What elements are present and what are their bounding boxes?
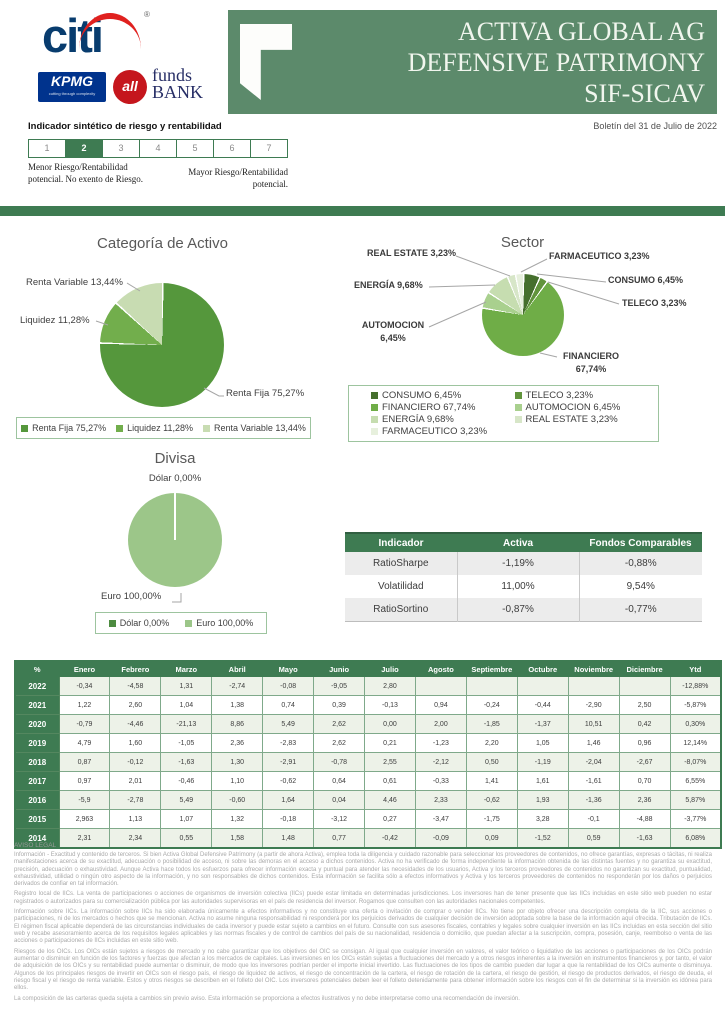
value-cell: 5,49 xyxy=(263,715,314,734)
value-cell: 2,34 xyxy=(110,829,161,849)
legend-swatch-icon xyxy=(185,620,192,627)
monthly-header-cell: Junio xyxy=(314,661,365,677)
legal-paragraph: Información - Exactitud y contenido de terceros. Si bien Activa Global Defensive Patrimony (a partir de ahora Activa), emplea toda la diligencia y cuidado razonable para seleccionar los proveedores de contenidos, no ofrece garantías, expresas o tácitas, ni realiza manifestaciones acerca de su exactitud, adecuación o posibilidad de acceso, ni sobre las demoras en el acceso a dichos contenidos. Activa no ha verificado de forma independiente la información obtenida de las distintas fuentes y no garantiza su exactitud, precisión, adecuación o exhaustividad. Aunque Activa hace todos los esfuerzos para ofrecer información exacta y puntual para atender las necesidades de los usuarios, Activa y los terceros proveedores de contenidos no garantizan su exactitud, puntualidad, exhaustividad, utilidad o ningún otro aspecto de la información, y no son responsables de dichos contenidos. Esta información se facilita sólo a efectos informativos y Activa y los terceros proveedores de contenidos no responderán por los daños o perjuicios derivados de confiar en tal información. xyxy=(14,851,712,888)
legend-item xyxy=(371,402,515,413)
indicator-cell: -0,88% xyxy=(579,552,702,575)
value-cell: 0,04 xyxy=(314,791,365,810)
monthly-header-cell: Febrero xyxy=(110,661,161,677)
risk-caption-lower: Menor Riesgo/Rentabilidad potencial. No exento de Riesgo. xyxy=(28,162,143,184)
legal-paragraph: Información sobre IICs. La información sobre IICs ha sido elaborada únicamente a efectos informativos y no constituye una oferta o invitación de comprar o vender IICs. No tiene por objeto ofrecer una descripción completa de la IIC, sus acciones o participaciones, ni de los mercados o hechos que se mencionan. Activa no asume ninguna responsabilidad ni responderá por los perjuicios derivados de cualquier decisión de inversión adoptada sobre la base de la información aquí ofrecida. Tributación de IICs. El régimen fiscal aplicable dependerá de las circunstancias individuales de cada inversor y puede estar sujeto a cambios en el futuro. Consulte con sus asesores fiscales, contables y legales sobre cualquier inversión en las IICs incluidas en esta sección del sitio web y recabe asesoramiento acerca de los requisitos legales aplicables y las normas fiscales y de control de cambios del país de su nacionalidad, residencia o domicilio, que puedan afectar a la suscripción, compra, posesión, canje, reembolso o venta de las acciones o participaciones de IICs incluidas en este sitio web. xyxy=(14,909,712,945)
value-cell: 1,05 xyxy=(517,734,568,753)
year-cell: 2014 xyxy=(15,829,59,849)
value-cell: -9,05 xyxy=(314,677,365,696)
value-cell: -1,05 xyxy=(161,734,212,753)
value-cell: -0,1 xyxy=(568,810,619,829)
legend-label: Dólar 0,00% xyxy=(119,618,170,628)
value-cell: -5,87% xyxy=(670,696,721,715)
value-cell: -3,12 xyxy=(314,810,365,829)
value-cell: -8,07% xyxy=(670,753,721,772)
legal-paragraphs xyxy=(14,852,712,1003)
table-row xyxy=(15,696,721,715)
value-cell: -0,46 xyxy=(161,772,212,791)
indicator-row xyxy=(345,552,702,575)
value-cell: -1,75 xyxy=(466,810,517,829)
monthly-header-cell: Noviembre xyxy=(568,661,619,677)
value-cell: -0,33 xyxy=(415,772,466,791)
value-cell: -1,52 xyxy=(517,829,568,849)
value-cell: -2,12 xyxy=(415,753,466,772)
value-cell: 2,36 xyxy=(212,734,263,753)
legend-swatch-icon xyxy=(515,392,522,399)
value-cell: 0,64 xyxy=(314,772,365,791)
value-cell: 2,01 xyxy=(110,772,161,791)
indicator-cell: RatioSharpe xyxy=(372,558,429,569)
value-cell: -1,37 xyxy=(517,715,568,734)
legend-swatch-icon xyxy=(109,620,116,627)
label-financiero-name: FINANCIERO xyxy=(563,351,619,361)
value-cell: -0,24 xyxy=(466,696,517,715)
value-cell: 2,50 xyxy=(619,696,670,715)
value-cell: -5,9 xyxy=(59,791,110,810)
value-cell: 2,62 xyxy=(314,715,365,734)
legal-paragraph: Registro local de IICs. La venta de participaciones o acciones de organismos de inversión colectiva (IICs) puede estar limitada en determinadas jurisdicciones. Los inversores han de tener presente que las IICs incluidas en este sitio web pueden no estar registrados o autorizados para su comercialización pública por las autoridades supervisoras en el país de residencia del inversor. Rogamos que consulten con las autoridades nacionales competentes. xyxy=(14,891,712,905)
monthly-returns-table xyxy=(14,660,722,849)
legal-disclaimer xyxy=(14,842,712,1006)
value-cell: 0,96 xyxy=(619,734,670,753)
value-cell: -2,04 xyxy=(568,753,619,772)
legend-item xyxy=(515,402,659,413)
value-cell: 2,00 xyxy=(415,715,466,734)
value-cell: 2,36 xyxy=(619,791,670,810)
asset-category-legend xyxy=(16,417,311,439)
value-cell: 0,59 xyxy=(568,829,619,849)
value-cell: -3,77% xyxy=(670,810,721,829)
risk-level-2: 2 xyxy=(66,139,103,158)
value-cell: 0,21 xyxy=(365,734,416,753)
value-cell: -2,67 xyxy=(619,753,670,772)
risk-caption-higher: Mayor Riesgo/Rentabilidad potencial. xyxy=(188,167,288,189)
fund-title xyxy=(408,16,705,109)
legend-item xyxy=(515,390,659,401)
legend-label: Renta Variable 13,44% xyxy=(214,423,306,433)
value-cell: 6,55% xyxy=(670,772,721,791)
label-energia: ENERGÍA 9,68% xyxy=(354,280,423,290)
green-divider-bar xyxy=(0,206,725,216)
currency-chart-title: Divisa xyxy=(154,450,196,467)
table-row xyxy=(15,734,721,753)
value-cell: -2,78 xyxy=(110,791,161,810)
year-cell: 2015 xyxy=(15,810,59,829)
indicators-header-indicador: Indicador xyxy=(345,533,457,552)
value-cell: 1,93 xyxy=(517,791,568,810)
value-cell: -0,62 xyxy=(466,791,517,810)
value-cell: -1,85 xyxy=(466,715,517,734)
value-cell: 12,14% xyxy=(670,734,721,753)
label-dolar: Dólar 0,00% xyxy=(148,473,202,484)
value-cell: -1,63 xyxy=(619,829,670,849)
value-cell: 2,33 xyxy=(415,791,466,810)
year-cell: 2022 xyxy=(15,677,59,696)
value-cell: 2,20 xyxy=(466,734,517,753)
monthly-header-cell: Marzo xyxy=(161,661,212,677)
legend-swatch-icon xyxy=(116,425,123,432)
bulletin-date: Boletín del 31 de Julio de 2022 xyxy=(593,121,717,131)
citi-registered-mark: ® xyxy=(144,10,150,19)
legend-item xyxy=(116,423,193,433)
label-real-estate: REAL ESTATE 3,23% xyxy=(366,248,456,258)
value-cell: -4,88 xyxy=(619,810,670,829)
indicator-cell: 9,54% xyxy=(579,575,702,598)
legend-swatch-icon xyxy=(371,392,378,399)
value-cell: -4,46 xyxy=(110,715,161,734)
indicators-header-activa: Activa xyxy=(457,533,579,552)
legal-paragraph: La composición de las carteras queda sujeta a cambios sin previo aviso. Esta información se proporciona a efectos ilustrativos y no debe interpretarse como una recomendación de inversión. xyxy=(14,995,520,1002)
monthly-header-cell: Abril xyxy=(212,661,263,677)
indicators-header-comparables: Fondos Comparables xyxy=(579,533,702,552)
value-cell: 1,32 xyxy=(212,810,263,829)
value-cell: 6,08% xyxy=(670,829,721,849)
value-cell: 2,963 xyxy=(59,810,110,829)
legend-label: Euro 100,00% xyxy=(196,618,254,628)
label-automocion-name: AUTOMOCION xyxy=(361,320,425,330)
sector-chart-title: Sector xyxy=(500,234,545,251)
monthly-header-cell: % xyxy=(15,661,59,677)
label-euro: Euro 100,00% xyxy=(101,591,162,602)
label-automocion-value: 6,45% xyxy=(380,333,406,343)
value-cell: -0,60 xyxy=(212,791,263,810)
label-consumo: CONSUMO 6,45% xyxy=(608,275,684,285)
label-liquidez: Liquidez 11,28% xyxy=(20,315,90,326)
value-cell xyxy=(568,677,619,696)
monthly-table-body xyxy=(15,677,721,849)
value-cell: -1,19 xyxy=(517,753,568,772)
value-cell xyxy=(466,677,517,696)
value-cell: 0,61 xyxy=(365,772,416,791)
value-cell: 0,74 xyxy=(263,696,314,715)
indicator-cell: -0,77% xyxy=(579,598,702,622)
label-farmaceutico: FARMACEUTICO 3,23% xyxy=(549,251,650,261)
value-cell: 10,51 xyxy=(568,715,619,734)
table-row xyxy=(15,715,721,734)
risk-level-4: 4 xyxy=(140,139,177,158)
risk-scale xyxy=(28,139,288,158)
legend-label: FARMACEUTICO 3,23% xyxy=(382,426,488,437)
value-cell xyxy=(619,677,670,696)
label-financiero-value: 67,74% xyxy=(575,364,607,374)
value-cell: 0,09 xyxy=(466,829,517,849)
legend-item xyxy=(21,423,106,433)
risk-level-3: 3 xyxy=(103,139,140,158)
monthly-header-cell: Agosto xyxy=(415,661,466,677)
asset-category-pie-chart xyxy=(100,283,224,407)
value-cell: -2,74 xyxy=(212,677,263,696)
value-cell: -2,90 xyxy=(568,696,619,715)
year-cell: 2020 xyxy=(15,715,59,734)
indicators-header-row xyxy=(345,533,702,552)
value-cell: 1,61 xyxy=(517,772,568,791)
label-automocion xyxy=(352,319,434,345)
value-cell: 1,38 xyxy=(212,696,263,715)
value-cell: 0,97 xyxy=(59,772,110,791)
legend-swatch-icon xyxy=(21,425,28,432)
value-cell: -0,42 xyxy=(365,829,416,849)
value-cell: 2,55 xyxy=(365,753,416,772)
legend-label: CONSUMO 6,45% xyxy=(382,390,462,401)
legal-paragraph: Riesgos de los OICs. Los OICs están sujetos a riesgos de mercado y no cabe garantizar que los objetivos del OIC se consigan. Al igual que cualquier inversión en valores, el valor teórico o liquidativo de las acciones o participaciones de los OICs podrán aumentar o disminuir en función de los factores y fuerzas que afectan a los mercados de capitales. Las inversiones en los OICs están sujetas a fluctuaciones del mercado y a otros riesgos inherentes a la inversión en instrumentos financieros y, por tanto, el valor de adquisición de los OICs y su rentabilidad puede aumentar o disminuir, de modo que los inversores podrían perder el importe inicial invertido. Las fluctuaciones de los tipos de cambio pueden dar lugar a que la rentabilidad de los OICs aumente o disminuya. Algunos de los principales riesgos de invertir en OICs son el riesgo país, el riesgo de liquidez de activos, el riesgo de concentración de la cartera, el riesgo de rotación de la cartera, el riesgo de gestión, el riesgo de productos derivados, el riesgo de deuda, el riesgo fiscal y el riesgo de renta variable. Estos y otros riesgos se describen en el folleto del OIC. Los inversores potenciales deben leer el folleto detenidamente para obtener información sobre los riesgos con el fin de determinar si la inversión es idónea para ellos. xyxy=(14,948,712,992)
table-row xyxy=(15,772,721,791)
label-teleco: TELECO 3,23% xyxy=(622,298,687,308)
value-cell: 1,30 xyxy=(212,753,263,772)
legend-label: FINANCIERO 67,74% xyxy=(382,402,476,413)
year-cell: 2017 xyxy=(15,772,59,791)
value-cell: 1,04 xyxy=(161,696,212,715)
table-row xyxy=(15,677,721,696)
table-row xyxy=(15,810,721,829)
value-cell: -2,91 xyxy=(263,753,314,772)
legend-swatch-icon xyxy=(371,428,378,435)
fund-title-line-3: SIF-SICAV xyxy=(584,79,705,108)
legend-swatch-icon xyxy=(203,425,210,432)
label-renta-variable: Renta Variable 13,44% xyxy=(26,277,123,288)
fund-title-line-2: DEFENSIVE PATRIMONY xyxy=(407,48,705,77)
value-cell: -21,13 xyxy=(161,715,212,734)
legend-item xyxy=(203,423,306,433)
risk-level-6: 6 xyxy=(214,139,251,158)
currency-legend xyxy=(95,612,267,634)
value-cell: -0,78 xyxy=(314,753,365,772)
fund-title-line-1: ACTIVA GLOBAL AG xyxy=(457,17,705,46)
value-cell: 1,58 xyxy=(212,829,263,849)
legend-label: ENERGÍA 9,68% xyxy=(382,414,454,425)
value-cell: 2,31 xyxy=(59,829,110,849)
indicator-cell: Volatilidad xyxy=(377,581,424,592)
value-cell: -0,09 xyxy=(415,829,466,849)
legend-item xyxy=(371,390,515,401)
value-cell: 0,39 xyxy=(314,696,365,715)
value-cell: 0,42 xyxy=(619,715,670,734)
value-cell: 1,10 xyxy=(212,772,263,791)
monthly-table-header-row xyxy=(15,661,721,677)
indicator-cell: RatioSortino xyxy=(373,604,429,615)
legend-label: AUTOMOCION 6,45% xyxy=(525,402,621,413)
value-cell: -4,58 xyxy=(110,677,161,696)
monthly-header-cell: Octubre xyxy=(517,661,568,677)
sector-legend xyxy=(348,385,659,442)
legend-item xyxy=(371,414,515,425)
legend-label: TELECO 3,23% xyxy=(525,390,594,401)
indicators-table xyxy=(345,532,702,622)
indicators-table-body xyxy=(345,552,702,622)
value-cell: 0,87 xyxy=(59,753,110,772)
value-cell: 0,55 xyxy=(161,829,212,849)
value-cell: -0,13 xyxy=(365,696,416,715)
kpmg-logo-text: KPMG xyxy=(51,73,93,89)
monthly-header-cell: Julio xyxy=(365,661,416,677)
label-renta-fija: Renta Fija 75,27% xyxy=(226,388,305,399)
allfunds-logo-text xyxy=(152,67,203,101)
monthly-header-cell: Mayo xyxy=(263,661,314,677)
value-cell: 4,46 xyxy=(365,791,416,810)
legal-heading: AVISO LEGAL xyxy=(14,842,57,849)
value-cell: 4,79 xyxy=(59,734,110,753)
value-cell: -1,36 xyxy=(568,791,619,810)
value-cell: 1,41 xyxy=(466,772,517,791)
legend-swatch-icon xyxy=(515,416,522,423)
value-cell: 0,30% xyxy=(670,715,721,734)
value-cell: 5,49 xyxy=(161,791,212,810)
value-cell: 1,64 xyxy=(263,791,314,810)
value-cell: -1,63 xyxy=(161,753,212,772)
value-cell: -0,34 xyxy=(59,677,110,696)
citi-logo xyxy=(42,6,182,68)
value-cell: 0,94 xyxy=(415,696,466,715)
value-cell: 0,27 xyxy=(365,810,416,829)
title-banner xyxy=(228,10,717,114)
value-cell: 1,46 xyxy=(568,734,619,753)
value-cell: -0,12 xyxy=(110,753,161,772)
citi-logo-text: citi xyxy=(42,9,102,62)
legend-item xyxy=(185,618,253,628)
value-cell: 1,22 xyxy=(59,696,110,715)
legend-label: Liquidez 11,28% xyxy=(127,423,194,433)
value-cell: 2,80 xyxy=(365,677,416,696)
legend-swatch-icon xyxy=(371,416,378,423)
indicator-cell: 11,00% xyxy=(457,575,579,598)
indicator-cell: -0,87% xyxy=(457,598,579,622)
value-cell: 2,62 xyxy=(314,734,365,753)
value-cell xyxy=(517,677,568,696)
value-cell: -3,47 xyxy=(415,810,466,829)
table-row xyxy=(15,753,721,772)
value-cell: -12,88% xyxy=(670,677,721,696)
legend-label: Renta Fija 75,27% xyxy=(32,423,107,433)
year-cell: 2016 xyxy=(15,791,59,810)
legend-item xyxy=(109,618,170,628)
allfunds-circle-icon: all xyxy=(113,70,147,104)
kpmg-tagline: cutting through complexity xyxy=(48,91,96,96)
table-row xyxy=(15,791,721,810)
value-cell: 3,28 xyxy=(517,810,568,829)
value-cell: 5,87% xyxy=(670,791,721,810)
value-cell: 1,60 xyxy=(110,734,161,753)
sector-pie-chart xyxy=(482,274,564,356)
kpmg-logo xyxy=(38,72,106,102)
year-cell: 2018 xyxy=(15,753,59,772)
value-cell: -1,23 xyxy=(415,734,466,753)
risk-level-7: 7 xyxy=(251,139,288,158)
value-cell: 8,86 xyxy=(212,715,263,734)
year-cell: 2021 xyxy=(15,696,59,715)
legend-swatch-icon xyxy=(371,404,378,411)
indicator-cell: -1,19% xyxy=(457,552,579,575)
legend-label: REAL ESTATE 3,23% xyxy=(525,414,618,425)
risk-level-5: 5 xyxy=(177,139,214,158)
value-cell: -0,18 xyxy=(263,810,314,829)
allfunds-word: funds xyxy=(152,65,192,85)
monthly-header-cell: Diciembre xyxy=(619,661,670,677)
value-cell: -0,08 xyxy=(263,677,314,696)
value-cell: -0,44 xyxy=(517,696,568,715)
indicator-row xyxy=(345,575,702,598)
currency-pie-zero-slice-line xyxy=(174,493,176,540)
value-cell: 0,77 xyxy=(314,829,365,849)
risk-indicator-title: Indicador sintético de riesgo y rentabilidad xyxy=(28,121,222,132)
legend-item xyxy=(371,426,515,437)
label-financiero xyxy=(545,350,637,376)
value-cell: -0,62 xyxy=(263,772,314,791)
value-cell: 0,70 xyxy=(619,772,670,791)
value-cell: 1,13 xyxy=(110,810,161,829)
fund-flag-icon xyxy=(240,24,292,100)
value-cell: 0,00 xyxy=(365,715,416,734)
value-cell: 1,48 xyxy=(263,829,314,849)
value-cell: -0,79 xyxy=(59,715,110,734)
year-cell: 2019 xyxy=(15,734,59,753)
value-cell: -1,61 xyxy=(568,772,619,791)
legend-swatch-icon xyxy=(515,404,522,411)
monthly-header-cell: Septiembre xyxy=(466,661,517,677)
indicator-row xyxy=(345,598,702,622)
value-cell: 1,31 xyxy=(161,677,212,696)
value-cell: 0,50 xyxy=(466,753,517,772)
value-cell: -2,83 xyxy=(263,734,314,753)
value-cell xyxy=(415,677,466,696)
asset-category-chart-title: Categoría de Activo xyxy=(97,235,228,252)
value-cell: 2,60 xyxy=(110,696,161,715)
monthly-header-cell: Enero xyxy=(59,661,110,677)
value-cell: 1,07 xyxy=(161,810,212,829)
risk-level-1: 1 xyxy=(28,139,66,158)
monthly-header-cell: Ytd xyxy=(670,661,721,677)
legend-item xyxy=(515,414,659,425)
allfunds-bank-word: BANK xyxy=(152,82,204,102)
